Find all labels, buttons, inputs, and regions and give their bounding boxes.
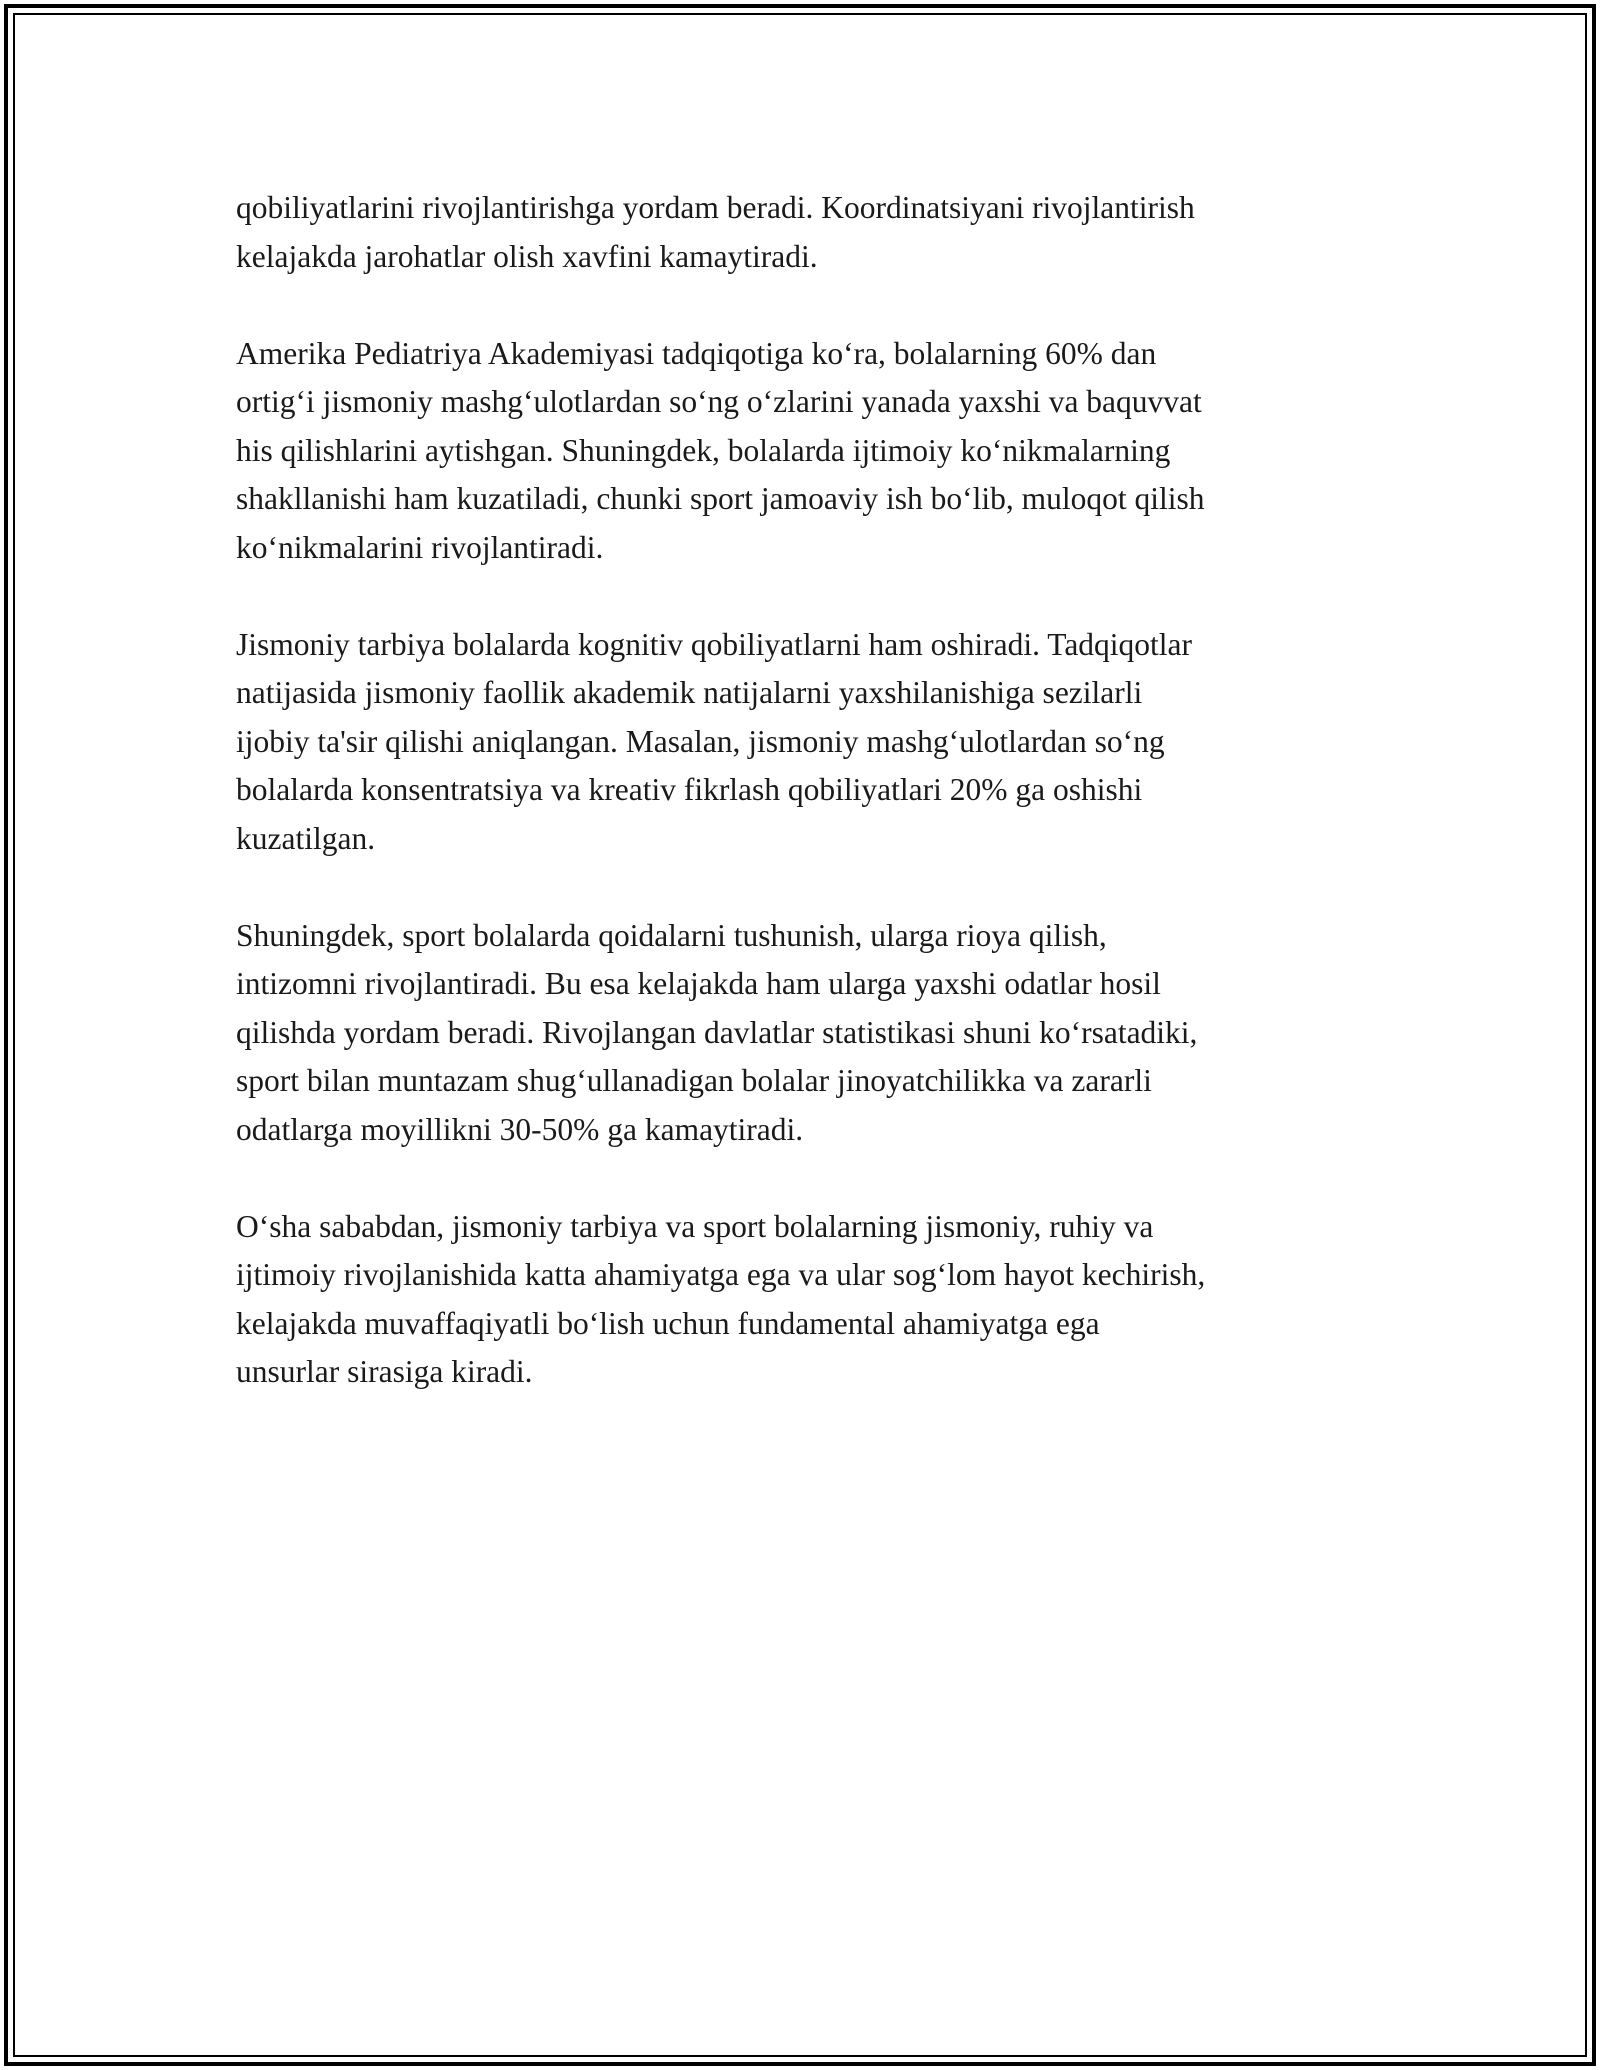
paragraph-line: shakllanishi ham kuzatiladi, chunki sport jamoaviy ish boʻlib, muloqot qilish <box>236 481 1205 516</box>
paragraph-line: Amerika Pediatriya Akademiyasi tadqiqotiga koʻra, bolalarning 60% dan <box>236 335 1157 371</box>
paragraph-pediatrics-academy <box>236 330 1376 573</box>
paragraph-discipline <box>236 912 1376 1155</box>
paragraph-line: kuzatilgan. <box>236 820 376 856</box>
paragraph-line: qilishda yordam beradi. Rivojlangan davlatlar statistikasi shuni koʻrsatadiki, <box>236 1014 1198 1050</box>
paragraph-line: Jismoniy tarbiya bolalarda kognitiv qobiliyatlarni ham oshiradi. Tadqiqotlar <box>236 626 1193 662</box>
paragraph-line: koʻnikmalarini rivojlantiradi. <box>236 529 604 565</box>
paragraph-line: unsurlar sirasiga kiradi. <box>236 1354 533 1389</box>
paragraph-line: kelajakda muvaffaqiyatli boʻlish uchun fundamental ahamiyatga ega <box>236 1305 1100 1341</box>
paragraph-line: natijasida jismoniy faollik akademik natijalarni yaxshilanishiga sezilarli <box>236 675 1143 710</box>
paragraph-conclusion <box>236 1203 1376 1397</box>
paragraph-line: odatlarga moyillikni 30-50% ga kamaytiradi. <box>236 1111 804 1147</box>
paragraph-line: bolalarda konsentratsiya va kreativ fikrlash qobiliyatlari 20% ga oshishi <box>236 772 1143 807</box>
document-body <box>236 184 1376 1445</box>
paragraph-cognitive-abilities <box>236 621 1376 864</box>
paragraph-line: qobiliyatlarini rivojlantirishga yordam beradi. Koordinatsiyani rivojlantirish <box>236 190 1195 225</box>
paragraph-line: ortigʻi jismoniy mashgʻulotlardan soʻng oʻzlarini yanada yaxshi va baquvvat <box>236 384 1202 419</box>
paragraph-line: ijobiy ta'sir qilishi aniqlangan. Masalan, jismoniy mashgʻulotlardan soʻng <box>236 723 1165 759</box>
paragraph-line: Oʻsha sababdan, jismoniy tarbiya va sport bolalarning jismoniy, ruhiy va <box>236 1208 1154 1244</box>
paragraph-line: kelajakda jarohatlar olish xavfini kamaytiradi. <box>236 238 818 274</box>
paragraph-line: intizomni rivojlantiradi. Bu esa kelajakda ham ularga yaxshi odatlar hosil <box>236 966 1161 1001</box>
paragraph-line: sport bilan muntazam shugʻullanadigan bolalar jinoyatchilikka va zararli <box>236 1063 1152 1098</box>
paragraph-coordination <box>236 184 1376 281</box>
paragraph-line: his qilishlarini aytishgan. Shuningdek, bolalarda ijtimoiy koʻnikmalarning <box>236 432 1171 468</box>
paragraph-line: Shuningdek, sport bolalarda qoidalarni tushunish, ularga rioya qilish, <box>236 917 1107 953</box>
paragraph-line: ijtimoiy rivojlanishida katta ahamiyatga ega va ular sogʻlom hayot kechirish, <box>236 1257 1206 1292</box>
